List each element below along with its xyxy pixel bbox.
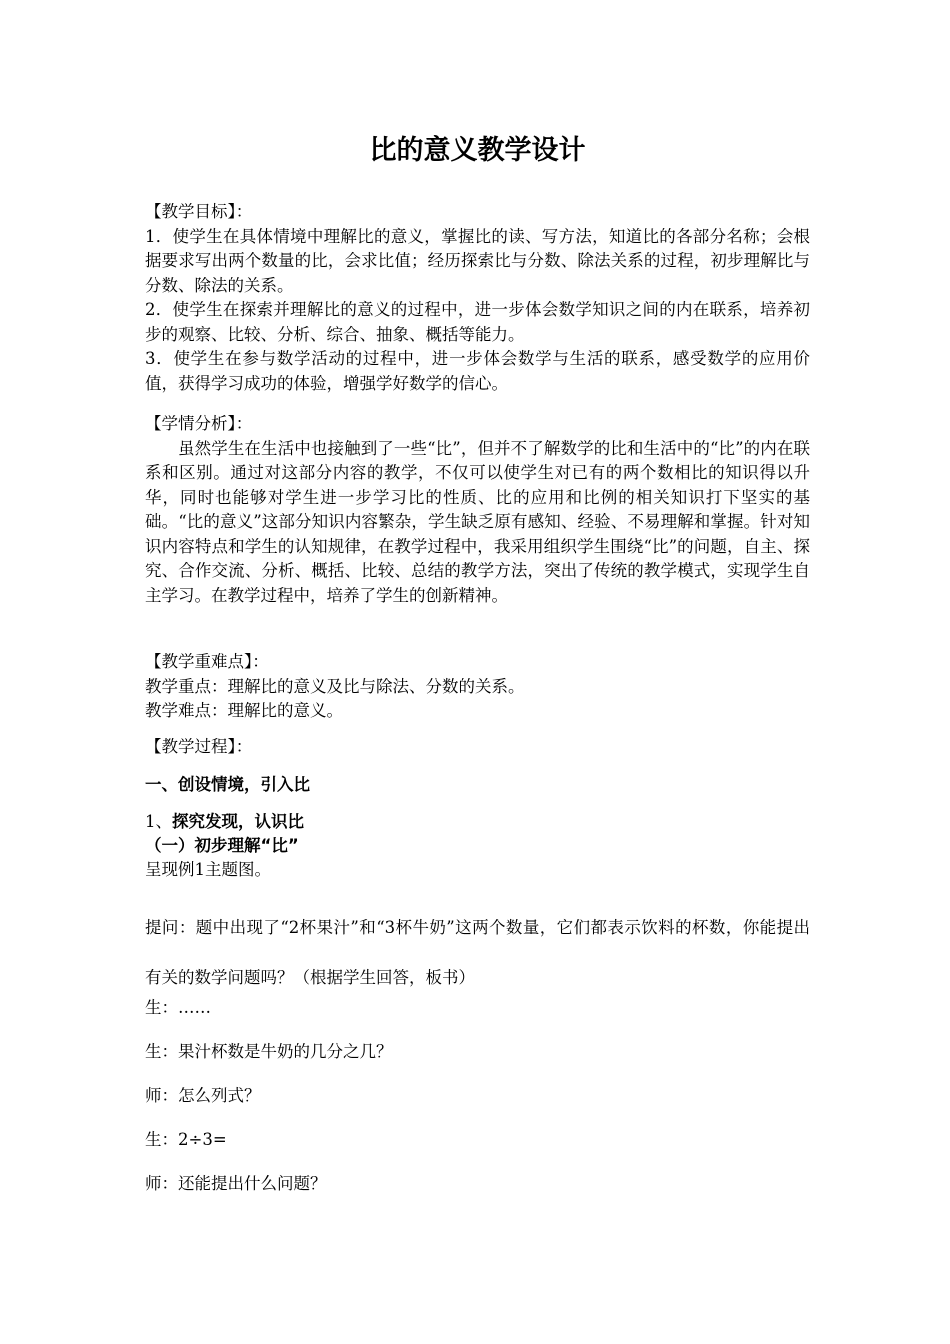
process-heading: 【教学过程】： xyxy=(145,737,253,756)
present-text: 呈现例1主题图。 xyxy=(145,860,271,879)
dialog-line: 生：…… xyxy=(145,998,211,1017)
dialog-line: 师：怎么列式？ xyxy=(145,1086,261,1105)
dialog-line: 师：还能提出什么问题？ xyxy=(145,1174,327,1193)
key-point-focus: 教学重点：理解比的意义及比与除法、分数的关系。 xyxy=(145,676,525,696)
objective-item: 1．使学生在具体情境中理解比的意义，掌握比的读、写方法，知道比的各部分名称；会根据要求写出两个数量的比，会求比值；经历探索比与分数、除法关系的过程，初步理解比与分数、除法的关系。 xyxy=(145,226,810,295)
subsection-title: 探究发现，认识比 xyxy=(172,812,304,831)
subsection-number: 1、 xyxy=(145,812,172,831)
analysis-text: 虽然学生在生活中也接触到了一些“比”，但并不了解数学的比和生活中的“比”的内在联系和区别。通过对这部分内容的教学，不仅可以使学生对已有的两个数相比的知识得以升华，同时也能够对学生进一步学习比的性质、比的应用和比例的相关知识打下坚实的基础。“比的意义”这部分知识内容繁杂，学生缺乏原有感知、经验、不易理解和掌握。针对知识内容特点和学生的认知规律，在教学过程中，我采用组织学生围绕“比”的问题，自主、探究、合作交流、分析、概括、比较、总结的教学方法，突出了传统的教学模式，实现学生自主学习。在教学过程中，培养了学生的创新精神。 xyxy=(145,438,810,605)
objectives-heading: 【教学目标】： xyxy=(145,202,253,221)
analysis-section xyxy=(145,412,810,608)
dialog-line: 生：2÷3= xyxy=(145,1130,227,1149)
key-point-difficulty: 教学难点：理解比的意义。 xyxy=(145,701,343,720)
document-title: 比的意义教学设计 xyxy=(369,135,586,166)
key-points-section xyxy=(145,650,810,724)
objective-item: 2．使学生在探索并理解比的意义的过程中，进一步体会数学知识之间的内在联系，培养初步的观察、比较、分析、综合、抽象、概括等能力。 xyxy=(145,300,810,344)
section-heading: 一、创设情境，引入比 xyxy=(145,775,310,794)
dialog-line: 生：果汁杯数是牛奶的几分之几？ xyxy=(145,1042,393,1061)
subsection-heading xyxy=(145,810,810,834)
key-points-heading: 【教学重难点】： xyxy=(145,652,269,671)
analysis-heading: 【学情分析】： xyxy=(145,414,253,433)
question-text: 提问：题中出现了“2杯果汁”和“3杯牛奶”这两个数量，它们都表示饮料的杯数，你能提出有关的数学问题吗？（根据学生回答，板书） xyxy=(145,918,810,987)
objectives-section xyxy=(145,200,810,396)
objective-item: 3．使学生在参与数学活动的过程中，进一步体会数学与生活的联系，感受数学的应用价值，获得学习成功的体验，增强学好数学的信心。 xyxy=(145,349,810,393)
subsection-part-heading: （一）初步理解“比” xyxy=(145,836,299,855)
teacher-question xyxy=(145,903,810,1003)
